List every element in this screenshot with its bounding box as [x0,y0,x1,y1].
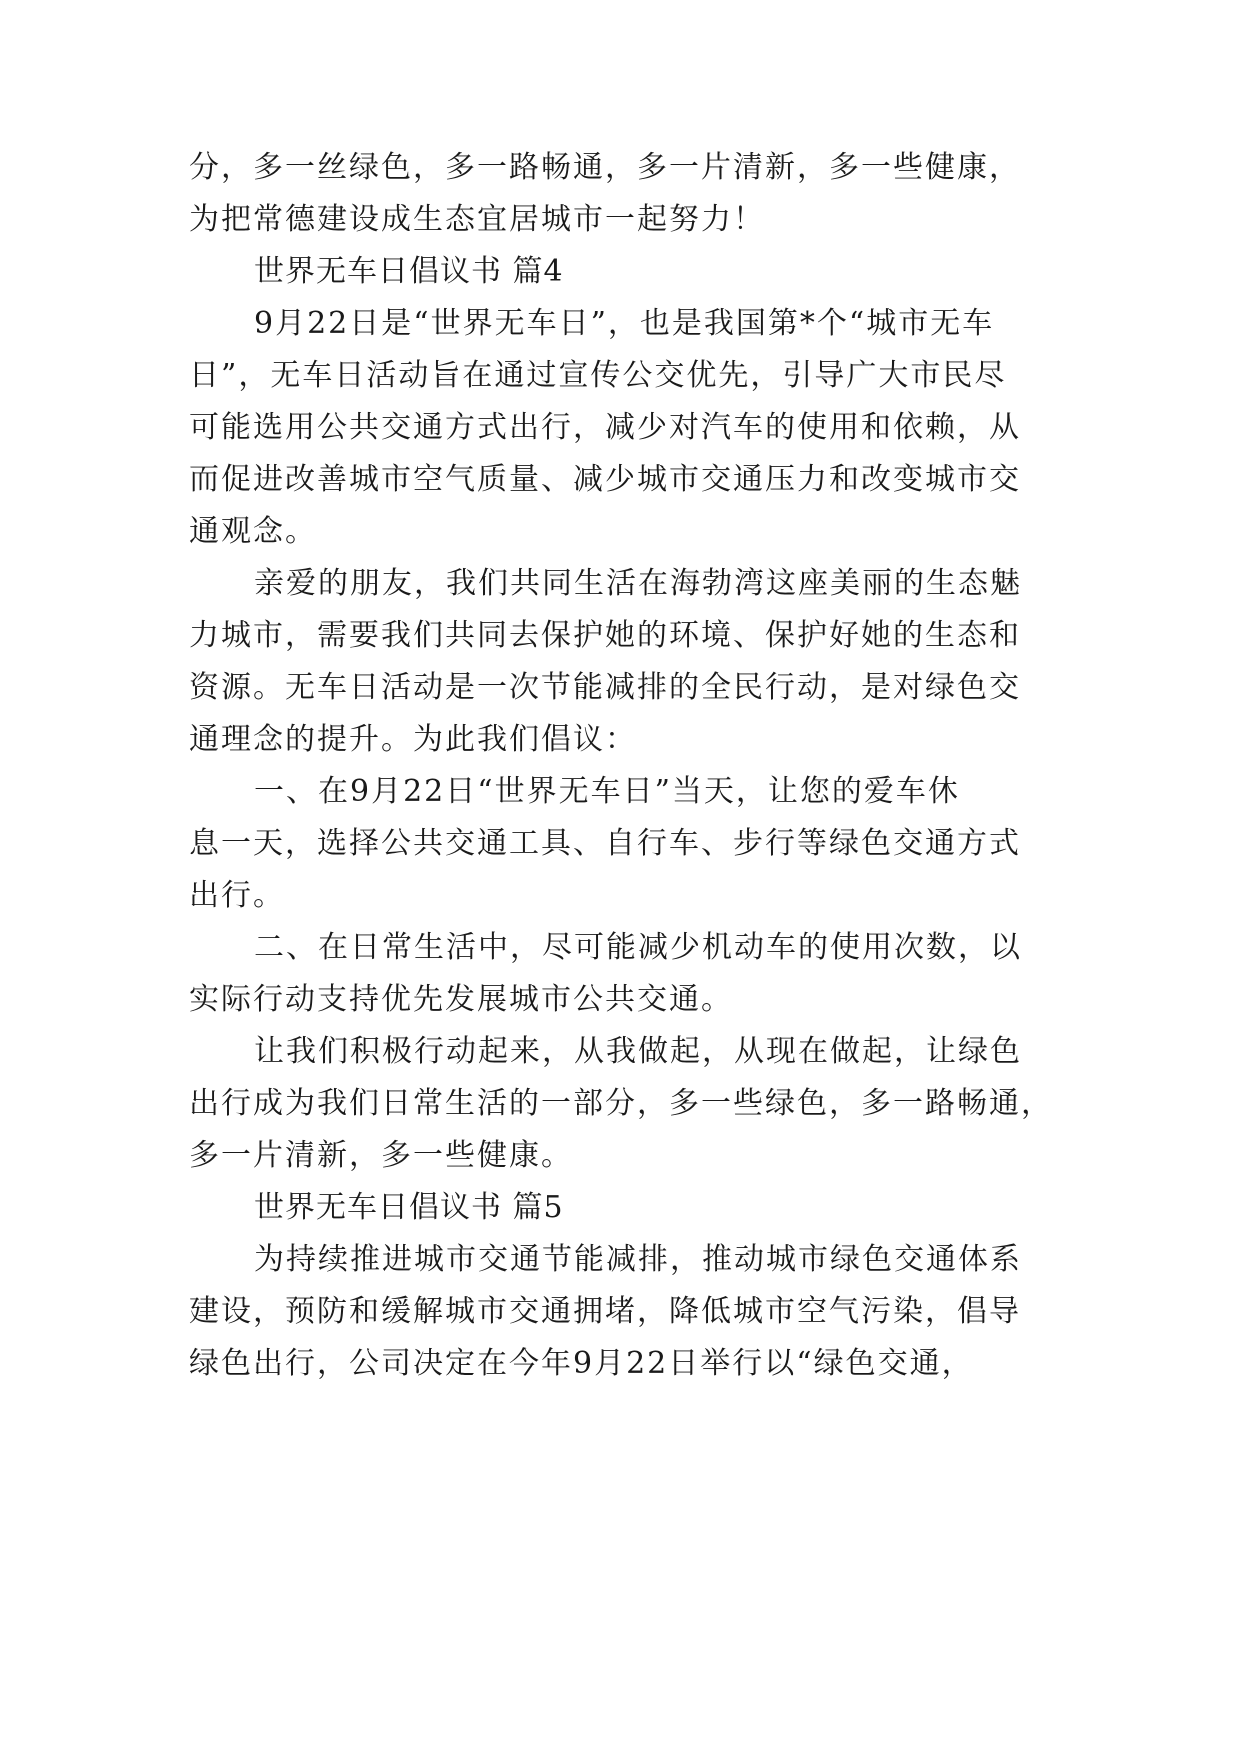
text-line: 一、在9月22日“世界无车日”当天，让您的爱车休 [254,774,960,809]
text-line: 分，多一丝绿色，多一路畅通，多一片清新，多一些健康， [189,150,1021,185]
text-line: 为持续推进城市交通节能减排，推动城市绿色交通体系 [254,1242,1022,1277]
text-line: 资源。无车日活动是一次节能减排的全民行动，是对绿色交 [189,670,1021,705]
section-heading-5: 世界无车日倡议书 篇5 [254,1190,564,1225]
text-line: 而促进改善城市空气质量、减少城市交通压力和改变城市交 [189,462,1021,497]
text-line: 建设，预防和缓解城市交通拥堵，降低城市空气污染，倡导 [189,1294,1021,1329]
text-line: 出行成为我们日常生活的一部分，多一些绿色，多一路畅通， [189,1086,1053,1121]
text-line: 出行。 [189,878,285,913]
section-heading-4: 世界无车日倡议书 篇4 [254,254,564,289]
text-line: 通理念的提升。为此我们倡议： [189,722,637,757]
text-line: 绿色出行，公司决定在今年9月22日举行以“绿色交通， [189,1346,974,1381]
text-line: 力城市，需要我们共同去保护她的环境、保护好她的生态和 [189,618,1021,653]
text-line: 通观念。 [189,514,317,549]
text-line: 实际行动支持优先发展城市公共交通。 [189,982,733,1017]
text-line: 让我们积极行动起来，从我做起，从现在做起，让绿色 [254,1034,1022,1069]
text-line: 可能选用公共交通方式出行，减少对汽车的使用和依赖，从 [189,410,1021,445]
text-line: 9月22日是“世界无车日”，也是我国第*个“城市无车 [254,306,995,341]
text-line: 亲爱的朋友，我们共同生活在海勃湾这座美丽的生态魅 [254,566,1022,601]
text-line: 息一天，选择公共交通工具、自行车、步行等绿色交通方式 [189,826,1021,861]
text-line: 二、在日常生活中，尽可能减少机动车的使用次数，以 [254,930,1022,965]
text-line: 多一片清新，多一些健康。 [189,1138,573,1173]
text-line: 为把常德建设成生态宜居城市一起努力！ [189,202,765,237]
text-line: 日”，无车日活动旨在通过宣传公交优先，引导广大市民尽 [189,358,1007,393]
